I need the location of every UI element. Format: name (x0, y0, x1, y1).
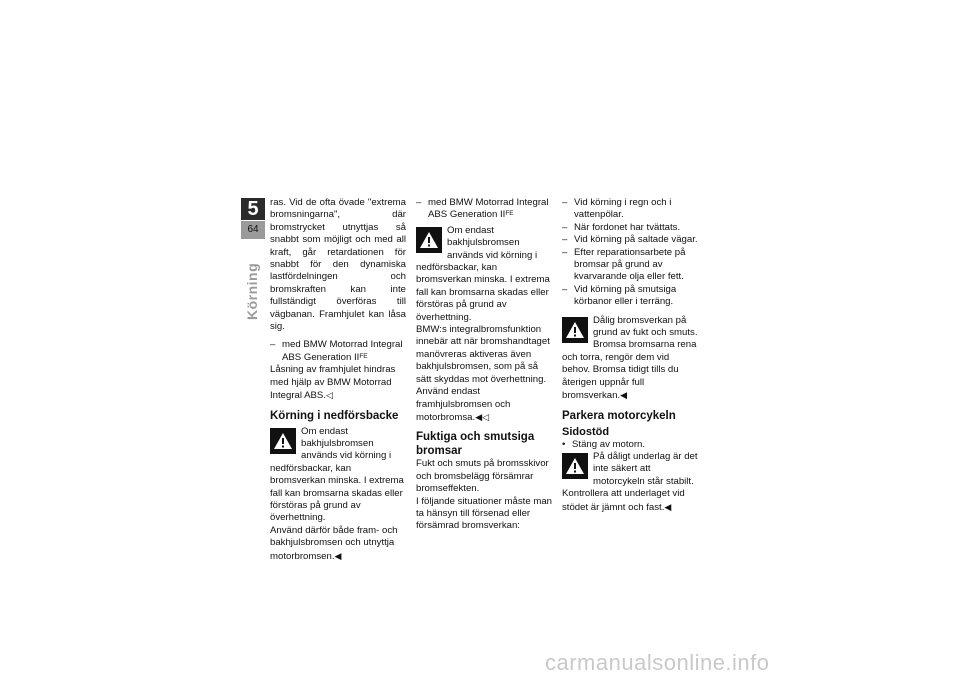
paragraph-text: Använd därför både fram- och bakhjulsbromsen och utnyttja motorbromsen. (270, 524, 398, 562)
chapter-side-label: Körning (244, 262, 260, 320)
list-item (270, 339, 406, 364)
text-column-3 (562, 197, 698, 514)
list-item-text: med BMW Motorrad Integral ABS Generation II (282, 339, 403, 363)
text-column-2 (416, 197, 552, 533)
watermark: carmanualsonline.info (545, 650, 770, 675)
section-heading: Fuktiga och smutsiga bromsar (416, 431, 535, 458)
paragraph-text: Låsning av framhjulet hindras med hjälp av BMW Motorrad Integral ABS. (270, 364, 396, 402)
section-heading: Körning i nedförsbacke (270, 409, 399, 422)
equipment-superscript: FE (359, 352, 368, 360)
paragraph: I följande situationer måste man ta hänsyn till försenad eller försämrad bromsverkan: (416, 495, 552, 532)
warning-triangle-icon (270, 428, 296, 454)
paragraph (562, 488, 698, 514)
paragraph (270, 525, 406, 563)
list-item: – Efter reparationsarbete på bromsar på grund av kvarvarande olja eller fett. (562, 247, 698, 284)
section-heading: Parkera motorcykeln (562, 409, 676, 422)
paragraph-text: Kontrollera att underlaget vid stödet är jämnt och fast. (562, 488, 685, 513)
end-marker: ◀ (664, 501, 672, 512)
warning-text: Dålig bromsverkan på grund av fukt och smuts. (593, 314, 698, 339)
paragraph (562, 339, 698, 402)
paragraph (270, 364, 406, 402)
end-marker: ◀ (620, 390, 628, 401)
warning-text: Om endast bakhjulsbromsen används vid körning i nedförsbackar, kan bromsverkan minska. I extrema fall kan bromsarna skadas eller förstöras på grund av överhettning. (270, 425, 404, 524)
paragraph-text: BMW:s integralbromsfunktion innebär att när bromshandtaget manövreras aktiveras även bakhjulsbromsen, som på så sätt skyddas mot överhettning. Använd endast framhjulsbromsen och motorbromsa. (416, 324, 550, 423)
list-item: – Vid körning på smutsiga körbanor eller i terräng. (562, 284, 698, 309)
end-marker: ◀◁ (475, 411, 490, 422)
warning-triangle-icon (562, 453, 588, 479)
bullet-item: • Stäng av motorn. (562, 439, 698, 451)
warning-text: Om endast bakhjulsbromsen används vid körning i nedförsbackar, kan bromsverkan minska. I extrema fall kan bromsarna skadas eller förstöras på grund av överhettning. (416, 224, 550, 323)
end-marker: ◁ (326, 390, 333, 401)
equipment-superscript: FE (505, 210, 514, 218)
text-column-1 (270, 197, 406, 563)
warning-block (562, 451, 698, 488)
subsection-heading: Sidostöd (562, 425, 610, 438)
list-item: – När fordonet har tvättats. (562, 222, 698, 234)
list-item: – Vid körning i regn och i vattenpölar. (562, 197, 698, 222)
warning-block (270, 426, 406, 525)
warning-text: På dåligt underlag är det inte säkert att motorcykeln står stabilt. (593, 450, 698, 487)
warning-triangle-icon (562, 317, 588, 343)
warning-block (562, 315, 698, 340)
chapter-number: 5 (241, 198, 265, 220)
list-item: – Vid körning på saltade vägar. (562, 234, 698, 246)
warning-triangle-icon (416, 227, 442, 253)
warning-block (416, 225, 552, 324)
paragraph: ras. Vid de ofta övade "extrema bromsningarna", där bromstrycket utnyttjas så snabbt som möjligt och med all kraft, går retardationen för snabbt för den dynamiska lastfördelningen och bromskraften kan inte fullständigt överföras till vägbanan. Framhjulet kan låsa sig. (270, 197, 406, 333)
page-number: 64 (241, 221, 265, 239)
paragraph (416, 324, 552, 424)
paragraph-text: Bromsa bromsarna rena och torra, rengör dem vid behov. Bromsa tidigt tills du återigen uppnår full bromsverkan. (562, 339, 697, 402)
paragraph: Fukt och smuts på bromsskivor och bromsbelägg försämrar bromseffekten. (416, 458, 549, 495)
list-item-text: med BMW Motorrad Integral ABS Generation II (428, 197, 549, 221)
list-item (416, 197, 552, 222)
end-marker: ◀ (334, 550, 342, 561)
